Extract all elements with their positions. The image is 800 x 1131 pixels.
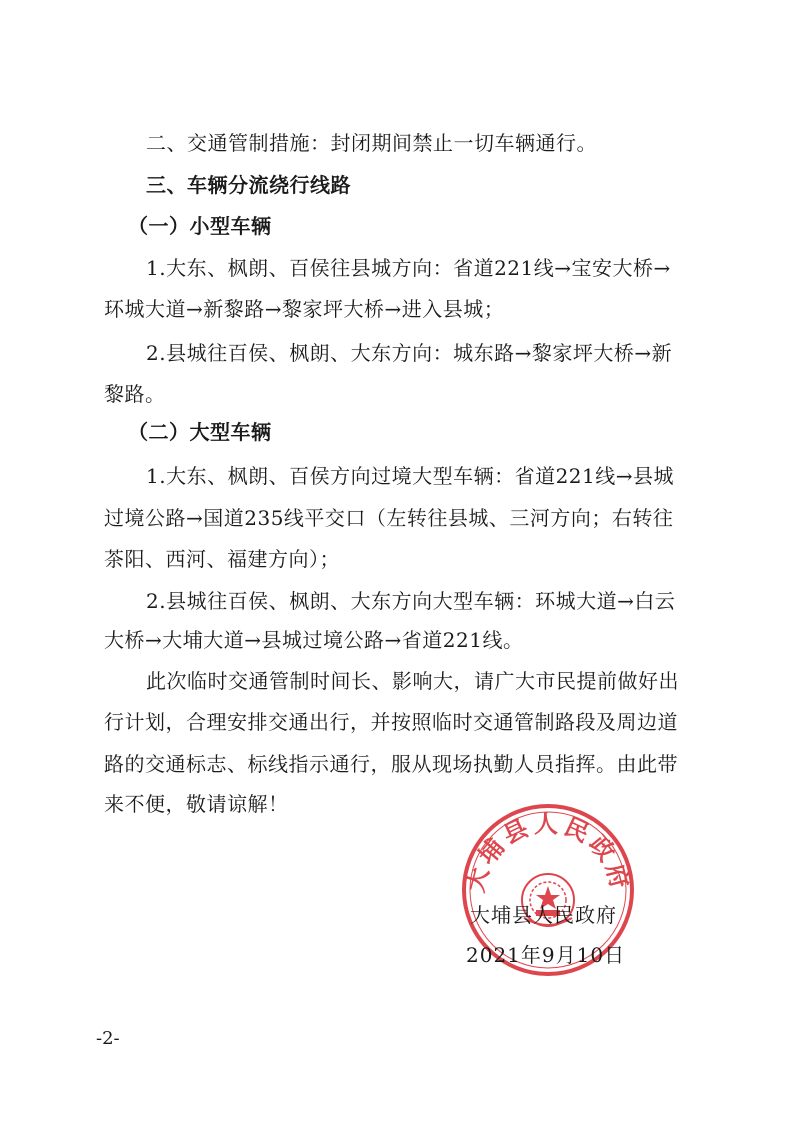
notice-line-4: 来不便，敬请谅解！ bbox=[104, 792, 289, 816]
large-route-2-line-2: 大桥→大埔大道→县城过境公路→省道221线。 bbox=[104, 628, 524, 652]
svg-text:大埔县人民政府 bbox=[461, 810, 635, 895]
large-route-1-line-3: 茶阳、西河、福建方向）； bbox=[104, 547, 340, 571]
paragraph-text: 二、交通管制措施：封闭期间禁止一切车辆通行。 bbox=[146, 131, 597, 155]
small-route-1-line-1: 1.大东、枫朗、百侯往县城方向：省道221线→宝安大桥→ bbox=[146, 256, 671, 280]
seal-text: 大埔县人民政府 bbox=[461, 810, 635, 896]
issue-date: 2021年9月10日 bbox=[466, 943, 626, 967]
paragraph-traffic-control bbox=[146, 131, 746, 155]
issuing-authority: 大埔县人民政府 bbox=[470, 903, 617, 927]
notice-line-2: 行计划，合理安排交通出行，并按照临时交通管制路段及周边道 bbox=[104, 710, 678, 734]
heading-small-vehicles: （一）小型车辆 bbox=[128, 214, 272, 238]
notice-line-1: 此次临时交通管制时间长、影响大，请广大市民提前做好出 bbox=[146, 669, 679, 693]
large-route-1-line-1: 1.大东、枫朗、百侯方向过境大型车辆：省道221线→县城 bbox=[146, 464, 675, 488]
large-route-1-line-2: 过境公路→国道235线平交口（左转往县城、三河方向；右转往 bbox=[104, 506, 674, 530]
small-route-2-line-2: 黎路。 bbox=[104, 382, 166, 406]
small-route-1-line-2: 环城大道→新黎路→黎家坪大桥→进入县城； bbox=[104, 297, 505, 321]
page-number: -2- bbox=[96, 1028, 120, 1049]
small-route-2-line-1: 2.县城往百侯、枫朗、大东方向：城东路→黎家坪大桥→新 bbox=[146, 341, 673, 365]
notice-line-3: 路的交通标志、标线指示通行，服从现场执勤人员指挥。由此带 bbox=[104, 752, 678, 776]
large-route-2-line-1: 2.县城往百侯、枫朗、大东方向大型车辆：环城大道→白云 bbox=[146, 589, 676, 613]
heading-large-vehicles: （二）大型车辆 bbox=[128, 420, 272, 444]
heading-detour-routes: 三、车辆分流绕行线路 bbox=[146, 173, 351, 197]
